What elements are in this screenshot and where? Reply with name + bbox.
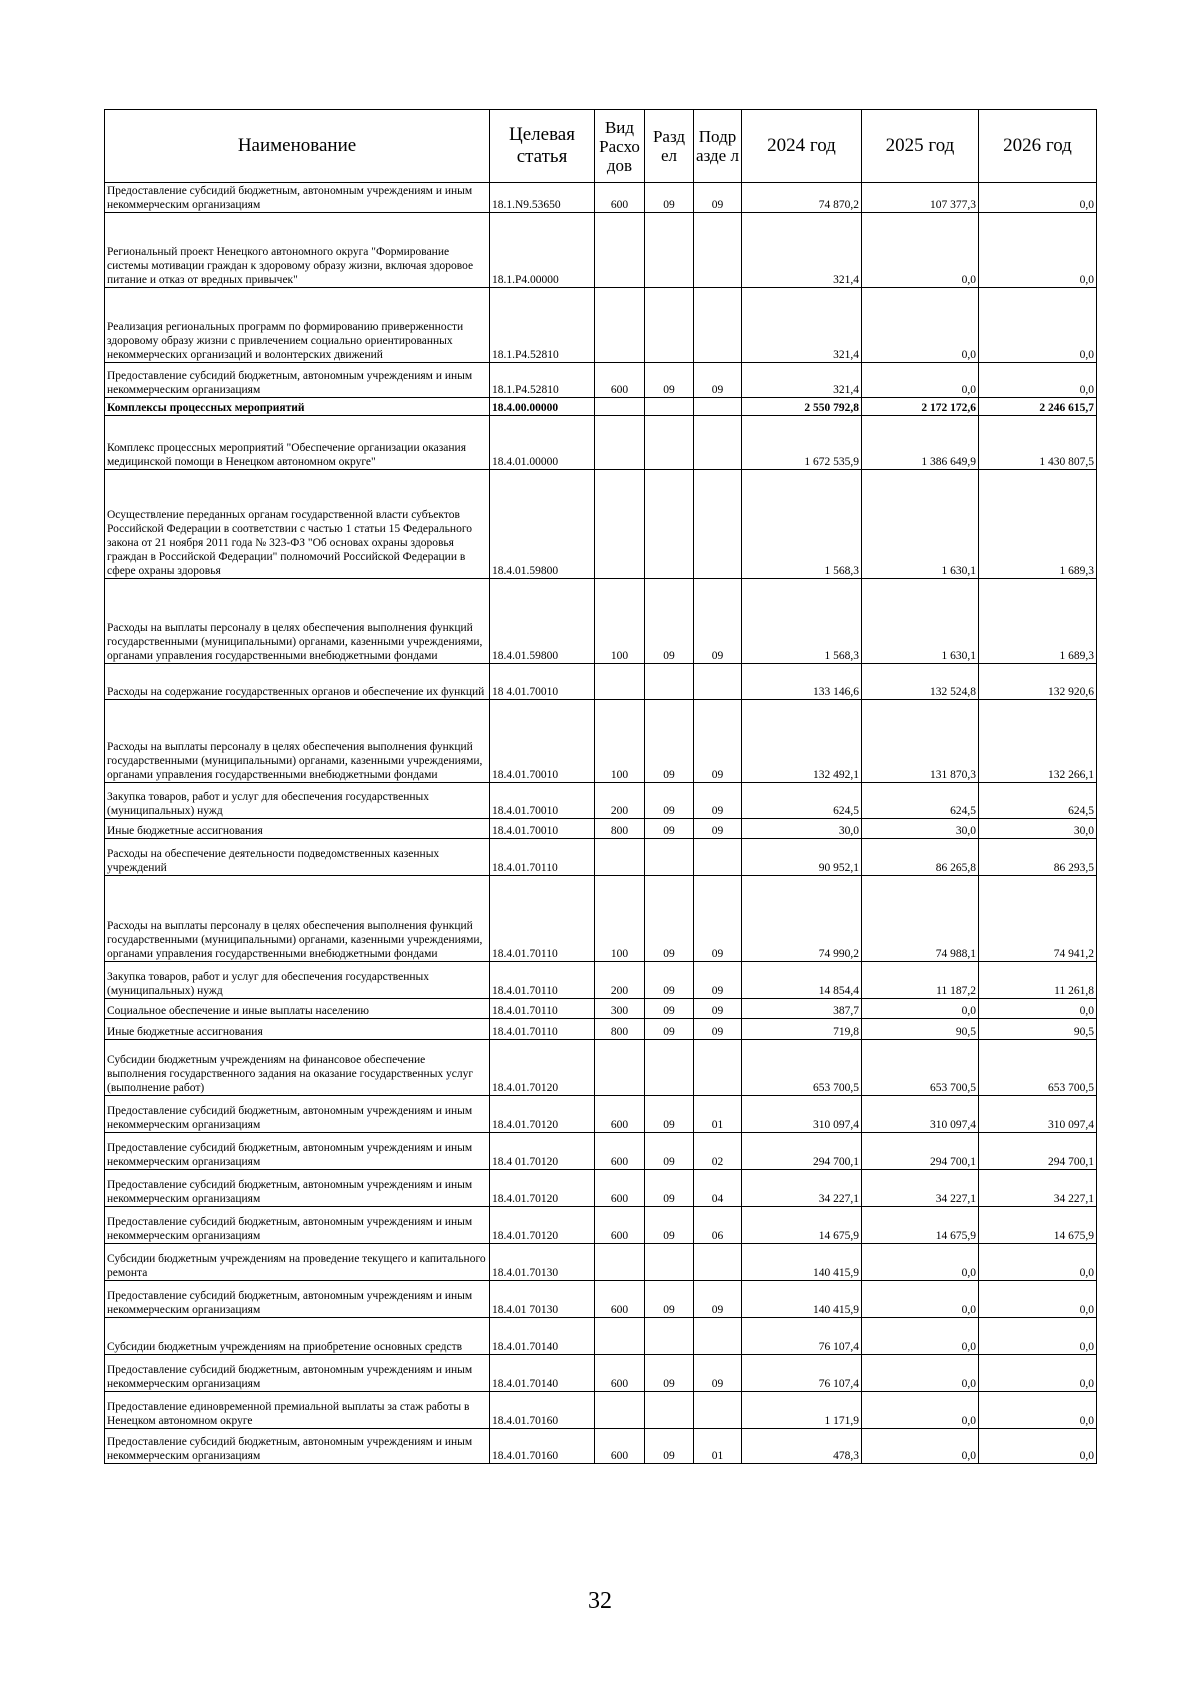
table-row xyxy=(105,1318,1097,1355)
row-subsection xyxy=(694,1244,742,1281)
row-target-code: 18.4.01.70120 xyxy=(490,1207,595,1244)
table-row xyxy=(105,1133,1097,1170)
row-value-2025: 1 386 649,9 xyxy=(862,416,979,470)
row-section: 09 xyxy=(645,363,694,398)
row-value-2025: 0,0 xyxy=(862,1429,979,1464)
row-target-code: 18.4.01.70010 xyxy=(490,700,595,783)
document-page xyxy=(104,109,1096,1464)
row-value-2025: 0,0 xyxy=(862,288,979,363)
row-value-2024: 74 990,2 xyxy=(742,876,862,962)
row-target-code: 18.4.01.70110 xyxy=(490,999,595,1019)
row-subsection xyxy=(694,470,742,579)
row-name: Субсидии бюджетным учреждениям на приобретение основных средств xyxy=(105,1318,490,1355)
row-value-2025: 74 988,1 xyxy=(862,876,979,962)
row-subsection: 02 xyxy=(694,1133,742,1170)
header-target: Целевая статья xyxy=(490,110,595,183)
table-row xyxy=(105,1244,1097,1281)
row-target-code: 18.4.01.70120 xyxy=(490,1096,595,1133)
row-name: Иные бюджетные ассигнования xyxy=(105,1019,490,1040)
row-value-2024: 624,5 xyxy=(742,783,862,819)
row-subsection xyxy=(694,288,742,363)
table-row xyxy=(105,700,1097,783)
row-subsection: 09 xyxy=(694,783,742,819)
row-value-2026: 624,5 xyxy=(979,783,1097,819)
row-value-2026: 90,5 xyxy=(979,1019,1097,1040)
row-target-code: 18.4 01.70120 xyxy=(490,1133,595,1170)
row-target-code: 18.4.01.70120 xyxy=(490,1040,595,1096)
row-expense-kind: 600 xyxy=(595,1170,645,1207)
row-subsection: 01 xyxy=(694,1429,742,1464)
row-name: Предоставление субсидий бюджетным, автономным учреждениям и иным некоммерческим организациям xyxy=(105,1429,490,1464)
row-section: 09 xyxy=(645,183,694,213)
row-value-2024: 140 415,9 xyxy=(742,1244,862,1281)
row-expense-kind: 600 xyxy=(595,1207,645,1244)
row-name: Социальное обеспечение и иные выплаты населению xyxy=(105,999,490,1019)
row-value-2026: 0,0 xyxy=(979,1392,1097,1429)
row-value-2026: 14 675,9 xyxy=(979,1207,1097,1244)
row-value-2025: 34 227,1 xyxy=(862,1170,979,1207)
row-expense-kind: 600 xyxy=(595,1355,645,1392)
table-row xyxy=(105,363,1097,398)
row-value-2025: 0,0 xyxy=(862,1392,979,1429)
row-expense-kind: 100 xyxy=(595,876,645,962)
table-row xyxy=(105,183,1097,213)
table-row xyxy=(105,1207,1097,1244)
header-section: Разд ел xyxy=(645,110,694,183)
row-expense-kind xyxy=(595,288,645,363)
row-value-2026: 653 700,5 xyxy=(979,1040,1097,1096)
row-expense-kind: 600 xyxy=(595,1281,645,1318)
row-value-2024: 653 700,5 xyxy=(742,1040,862,1096)
table-row xyxy=(105,664,1097,700)
row-target-code: 18.1.N9.53650 xyxy=(490,183,595,213)
row-name: Предоставление субсидий бюджетным, автономным учреждениям и иным некоммерческим организациям xyxy=(105,1133,490,1170)
row-section: 09 xyxy=(645,1133,694,1170)
table-row xyxy=(105,1170,1097,1207)
row-target-code: 18.4.01.70140 xyxy=(490,1355,595,1392)
row-value-2026: 0,0 xyxy=(979,213,1097,288)
row-name: Предоставление субсидий бюджетным, автономным учреждениям и иным некоммерческим организациям xyxy=(105,1355,490,1392)
row-subsection: 09 xyxy=(694,1355,742,1392)
row-value-2026: 11 261,8 xyxy=(979,962,1097,999)
row-expense-kind xyxy=(595,664,645,700)
row-name: Региональный проект Ненецкого автономного округа "Формирование системы мотивации граждан к здоровому образу жизни, включая здоровое питание и отказ от вредных привычек" xyxy=(105,213,490,288)
row-value-2024: 140 415,9 xyxy=(742,1281,862,1318)
row-section: 09 xyxy=(645,1207,694,1244)
row-expense-kind: 100 xyxy=(595,700,645,783)
row-value-2025: 0,0 xyxy=(862,1318,979,1355)
row-name: Субсидии бюджетным учреждениям на проведение текущего и капитального ремонта xyxy=(105,1244,490,1281)
row-value-2024: 133 146,6 xyxy=(742,664,862,700)
row-section xyxy=(645,288,694,363)
row-section xyxy=(645,416,694,470)
row-name: Предоставление субсидий бюджетным, автономным учреждениям и иным некоммерческим организациям xyxy=(105,1281,490,1318)
row-subsection xyxy=(694,839,742,876)
row-value-2026: 2 246 615,7 xyxy=(979,398,1097,416)
row-value-2025: 310 097,4 xyxy=(862,1096,979,1133)
row-value-2026: 30,0 xyxy=(979,819,1097,839)
row-section: 09 xyxy=(645,876,694,962)
row-name: Осуществление переданных органам государственной власти субъектов Российской Федерации в соответствии с частью 1 статьи 15 Федерального закона от 21 ноября 2011 года № 323-ФЗ "Об основах охраны здоровья граждан в Российской Федерации" полномочий Российской Федерации в сфере охраны здоровья xyxy=(105,470,490,579)
row-section xyxy=(645,1244,694,1281)
row-value-2024: 310 097,4 xyxy=(742,1096,862,1133)
table-row xyxy=(105,999,1097,1019)
row-section: 09 xyxy=(645,1170,694,1207)
row-target-code: 18.4.01.00000 xyxy=(490,416,595,470)
row-value-2025: 2 172 172,6 xyxy=(862,398,979,416)
row-value-2025: 107 377,3 xyxy=(862,183,979,213)
row-subsection xyxy=(694,398,742,416)
row-expense-kind xyxy=(595,839,645,876)
row-name: Расходы на обеспечение деятельности подведомственных казенных учреждений xyxy=(105,839,490,876)
row-subsection: 01 xyxy=(694,1096,742,1133)
row-value-2024: 34 227,1 xyxy=(742,1170,862,1207)
row-value-2025: 30,0 xyxy=(862,819,979,839)
row-value-2025: 294 700,1 xyxy=(862,1133,979,1170)
row-subsection xyxy=(694,664,742,700)
row-section: 09 xyxy=(645,579,694,664)
row-expense-kind: 600 xyxy=(595,363,645,398)
row-name: Расходы на выплаты персоналу в целях обеспечения выполнения функций государственными (муниципальными) органами, казенными учреждениями, органами управления государственными внебюджетными фондами xyxy=(105,579,490,664)
row-name: Комплекс процессных мероприятий "Обеспечение организации оказания медицинской помощи в Ненецком автономном округе" xyxy=(105,416,490,470)
row-value-2024: 478,3 xyxy=(742,1429,862,1464)
table-row xyxy=(105,962,1097,999)
row-value-2024: 1 568,3 xyxy=(742,470,862,579)
row-value-2025: 0,0 xyxy=(862,1281,979,1318)
row-value-2026: 0,0 xyxy=(979,999,1097,1019)
row-section xyxy=(645,839,694,876)
table-row xyxy=(105,1040,1097,1096)
table-row xyxy=(105,1429,1097,1464)
row-section xyxy=(645,398,694,416)
row-value-2026: 1 689,3 xyxy=(979,579,1097,664)
row-target-code: 18.4.01.70110 xyxy=(490,876,595,962)
header-2025: 2025 год xyxy=(862,110,979,183)
row-name: Закупка товаров, работ и услуг для обеспечения государственных (муниципальных) нужд xyxy=(105,962,490,999)
row-expense-kind: 800 xyxy=(595,819,645,839)
row-expense-kind: 300 xyxy=(595,999,645,1019)
row-value-2026: 86 293,5 xyxy=(979,839,1097,876)
row-subsection: 09 xyxy=(694,876,742,962)
row-value-2026: 0,0 xyxy=(979,1429,1097,1464)
row-subsection xyxy=(694,1318,742,1355)
header-kind: Вид Расхо дов xyxy=(595,110,645,183)
row-subsection: 06 xyxy=(694,1207,742,1244)
row-value-2024: 321,4 xyxy=(742,288,862,363)
row-value-2024: 14 675,9 xyxy=(742,1207,862,1244)
row-value-2024: 2 550 792,8 xyxy=(742,398,862,416)
row-value-2025: 0,0 xyxy=(862,213,979,288)
row-section: 09 xyxy=(645,1281,694,1318)
row-name: Предоставление единовременной премиальной выплаты за стаж работы в Ненецком автономном округе xyxy=(105,1392,490,1429)
row-value-2024: 74 870,2 xyxy=(742,183,862,213)
row-expense-kind xyxy=(595,470,645,579)
row-subsection: 09 xyxy=(694,1281,742,1318)
row-target-code: 18.4.01.70110 xyxy=(490,962,595,999)
row-target-code: 18.4.01.70160 xyxy=(490,1392,595,1429)
row-section: 09 xyxy=(645,1019,694,1040)
row-target-code: 18.4.01.70010 xyxy=(490,819,595,839)
row-subsection: 09 xyxy=(694,999,742,1019)
budget-table xyxy=(104,109,1097,1464)
row-target-code: 18.1.P4.52810 xyxy=(490,363,595,398)
row-value-2025: 624,5 xyxy=(862,783,979,819)
row-value-2025: 1 630,1 xyxy=(862,470,979,579)
row-expense-kind: 200 xyxy=(595,783,645,819)
row-section: 09 xyxy=(645,1429,694,1464)
row-value-2025: 653 700,5 xyxy=(862,1040,979,1096)
row-expense-kind xyxy=(595,1318,645,1355)
row-value-2025: 0,0 xyxy=(862,999,979,1019)
table-row xyxy=(105,1355,1097,1392)
row-subsection: 09 xyxy=(694,700,742,783)
row-value-2026: 0,0 xyxy=(979,288,1097,363)
row-value-2024: 1 171,9 xyxy=(742,1392,862,1429)
row-expense-kind xyxy=(595,398,645,416)
row-target-code: 18.1.P4.00000 xyxy=(490,213,595,288)
row-name: Предоставление субсидий бюджетным, автономным учреждениям и иным некоммерческим организациям xyxy=(105,1170,490,1207)
row-value-2024: 76 107,4 xyxy=(742,1318,862,1355)
row-value-2025: 132 524,8 xyxy=(862,664,979,700)
row-subsection xyxy=(694,213,742,288)
row-expense-kind xyxy=(595,213,645,288)
row-value-2024: 14 854,4 xyxy=(742,962,862,999)
row-value-2024: 30,0 xyxy=(742,819,862,839)
row-target-code: 18.4.01.70140 xyxy=(490,1318,595,1355)
row-value-2025: 0,0 xyxy=(862,1355,979,1392)
row-subsection: 09 xyxy=(694,1019,742,1040)
header-2024: 2024 год xyxy=(742,110,862,183)
row-expense-kind: 600 xyxy=(595,1429,645,1464)
row-name: Расходы на выплаты персоналу в целях обеспечения выполнения функций государственными (муниципальными) органами, казенными учреждениями, органами управления государственными внебюджетными фондами xyxy=(105,700,490,783)
row-section xyxy=(645,470,694,579)
row-section xyxy=(645,1318,694,1355)
row-value-2024: 1 672 535,9 xyxy=(742,416,862,470)
table-row xyxy=(105,416,1097,470)
row-value-2026: 1 430 807,5 xyxy=(979,416,1097,470)
row-expense-kind: 800 xyxy=(595,1019,645,1040)
table-row xyxy=(105,579,1097,664)
row-section: 09 xyxy=(645,1355,694,1392)
row-value-2024: 321,4 xyxy=(742,213,862,288)
row-section: 09 xyxy=(645,999,694,1019)
row-value-2026: 0,0 xyxy=(979,183,1097,213)
row-target-code: 18.4.01.59800 xyxy=(490,579,595,664)
row-target-code: 18.4.01.70110 xyxy=(490,1019,595,1040)
row-subsection: 09 xyxy=(694,363,742,398)
row-value-2025: 14 675,9 xyxy=(862,1207,979,1244)
row-expense-kind: 200 xyxy=(595,962,645,999)
table-row xyxy=(105,470,1097,579)
row-subsection: 09 xyxy=(694,183,742,213)
table-row xyxy=(105,1019,1097,1040)
row-expense-kind xyxy=(595,416,645,470)
row-value-2024: 387,7 xyxy=(742,999,862,1019)
header-name: Наименование xyxy=(105,110,490,183)
row-expense-kind: 100 xyxy=(595,579,645,664)
row-subsection: 04 xyxy=(694,1170,742,1207)
row-target-code: 18.4.01.70160 xyxy=(490,1429,595,1464)
row-value-2025: 90,5 xyxy=(862,1019,979,1040)
row-value-2026: 74 941,2 xyxy=(979,876,1097,962)
row-name: Иные бюджетные ассигнования xyxy=(105,819,490,839)
table-row xyxy=(105,1392,1097,1429)
row-value-2026: 132 266,1 xyxy=(979,700,1097,783)
row-name: Предоставление субсидий бюджетным, автономным учреждениям и иным некоммерческим организациям xyxy=(105,363,490,398)
table-header-row xyxy=(105,110,1097,183)
row-value-2024: 90 952,1 xyxy=(742,839,862,876)
row-value-2025: 0,0 xyxy=(862,1244,979,1281)
row-target-code: 18.4.01.59800 xyxy=(490,470,595,579)
row-section: 09 xyxy=(645,819,694,839)
row-target-code: 18 4.01.70010 xyxy=(490,664,595,700)
row-name: Расходы на выплаты персоналу в целях обеспечения выполнения функций государственными (муниципальными) органами, казенными учреждениями, органами управления государственными внебюджетными фондами xyxy=(105,876,490,962)
row-value-2025: 1 630,1 xyxy=(862,579,979,664)
row-expense-kind xyxy=(595,1244,645,1281)
row-target-code: 18.4.01 70130 xyxy=(490,1281,595,1318)
row-expense-kind xyxy=(595,1040,645,1096)
row-name: Закупка товаров, работ и услуг для обеспечения государственных (муниципальных) нужд xyxy=(105,783,490,819)
row-section: 09 xyxy=(645,700,694,783)
row-value-2025: 0,0 xyxy=(862,363,979,398)
row-section xyxy=(645,664,694,700)
row-expense-kind xyxy=(595,1392,645,1429)
row-value-2024: 76 107,4 xyxy=(742,1355,862,1392)
row-subsection: 09 xyxy=(694,962,742,999)
row-name: Реализация региональных программ по формированию приверженности здоровому образу жизни с привлечением социально ориентированных некоммерческих организаций и волонтерских движений xyxy=(105,288,490,363)
row-subsection: 09 xyxy=(694,819,742,839)
row-value-2026: 132 920,6 xyxy=(979,664,1097,700)
table-row xyxy=(105,1281,1097,1318)
table-row xyxy=(105,839,1097,876)
row-name: Субсидии бюджетным учреждениям на финансовое обеспечение выполнения государственного задания на оказание государственных услуг (выполнение работ) xyxy=(105,1040,490,1096)
table-row xyxy=(105,288,1097,363)
header-2026: 2026 год xyxy=(979,110,1097,183)
table-row xyxy=(105,783,1097,819)
row-section xyxy=(645,1040,694,1096)
row-value-2024: 1 568,3 xyxy=(742,579,862,664)
row-target-code: 18.4.01.70110 xyxy=(490,839,595,876)
row-value-2024: 321,4 xyxy=(742,363,862,398)
page-number: 32 xyxy=(588,1588,612,1614)
row-expense-kind: 600 xyxy=(595,183,645,213)
row-value-2025: 11 187,2 xyxy=(862,962,979,999)
row-section: 09 xyxy=(645,1096,694,1133)
row-subsection: 09 xyxy=(694,579,742,664)
row-section: 09 xyxy=(645,783,694,819)
row-value-2026: 0,0 xyxy=(979,1244,1097,1281)
row-value-2025: 131 870,3 xyxy=(862,700,979,783)
row-value-2026: 0,0 xyxy=(979,1355,1097,1392)
row-target-code: 18.4.01.70120 xyxy=(490,1170,595,1207)
table-row xyxy=(105,213,1097,288)
row-target-code: 18.1.P4.52810 xyxy=(490,288,595,363)
row-value-2026: 0,0 xyxy=(979,1318,1097,1355)
row-target-code: 18.4.00.00000 xyxy=(490,398,595,416)
row-value-2026: 0,0 xyxy=(979,1281,1097,1318)
row-section xyxy=(645,213,694,288)
row-name: Комплексы процессных мероприятий xyxy=(105,398,490,416)
row-value-2024: 132 492,1 xyxy=(742,700,862,783)
row-name: Предоставление субсидий бюджетным, автономным учреждениям и иным некоммерческим организациям xyxy=(105,1207,490,1244)
row-section xyxy=(645,1392,694,1429)
row-value-2026: 0,0 xyxy=(979,363,1097,398)
row-subsection xyxy=(694,1040,742,1096)
table-body xyxy=(105,183,1097,1464)
row-subsection xyxy=(694,416,742,470)
table-row xyxy=(105,398,1097,416)
row-name: Предоставление субсидий бюджетным, автономным учреждениям и иным некоммерческим организациям xyxy=(105,183,490,213)
header-subsection: Подр азде л xyxy=(694,110,742,183)
row-value-2026: 1 689,3 xyxy=(979,470,1097,579)
row-value-2026: 34 227,1 xyxy=(979,1170,1097,1207)
row-expense-kind: 600 xyxy=(595,1096,645,1133)
table-row xyxy=(105,876,1097,962)
row-value-2025: 86 265,8 xyxy=(862,839,979,876)
row-target-code: 18.4.01.70130 xyxy=(490,1244,595,1281)
row-value-2026: 294 700,1 xyxy=(979,1133,1097,1170)
row-value-2024: 719,8 xyxy=(742,1019,862,1040)
row-value-2026: 310 097,4 xyxy=(979,1096,1097,1133)
row-section: 09 xyxy=(645,962,694,999)
row-target-code: 18.4.01.70010 xyxy=(490,783,595,819)
table-row xyxy=(105,1096,1097,1133)
row-subsection xyxy=(694,1392,742,1429)
row-value-2024: 294 700,1 xyxy=(742,1133,862,1170)
row-name: Расходы на содержание государственных органов и обеспечение их функций xyxy=(105,664,490,700)
row-name: Предоставление субсидий бюджетным, автономным учреждениям и иным некоммерческим организациям xyxy=(105,1096,490,1133)
row-expense-kind: 600 xyxy=(595,1133,645,1170)
table-row xyxy=(105,819,1097,839)
